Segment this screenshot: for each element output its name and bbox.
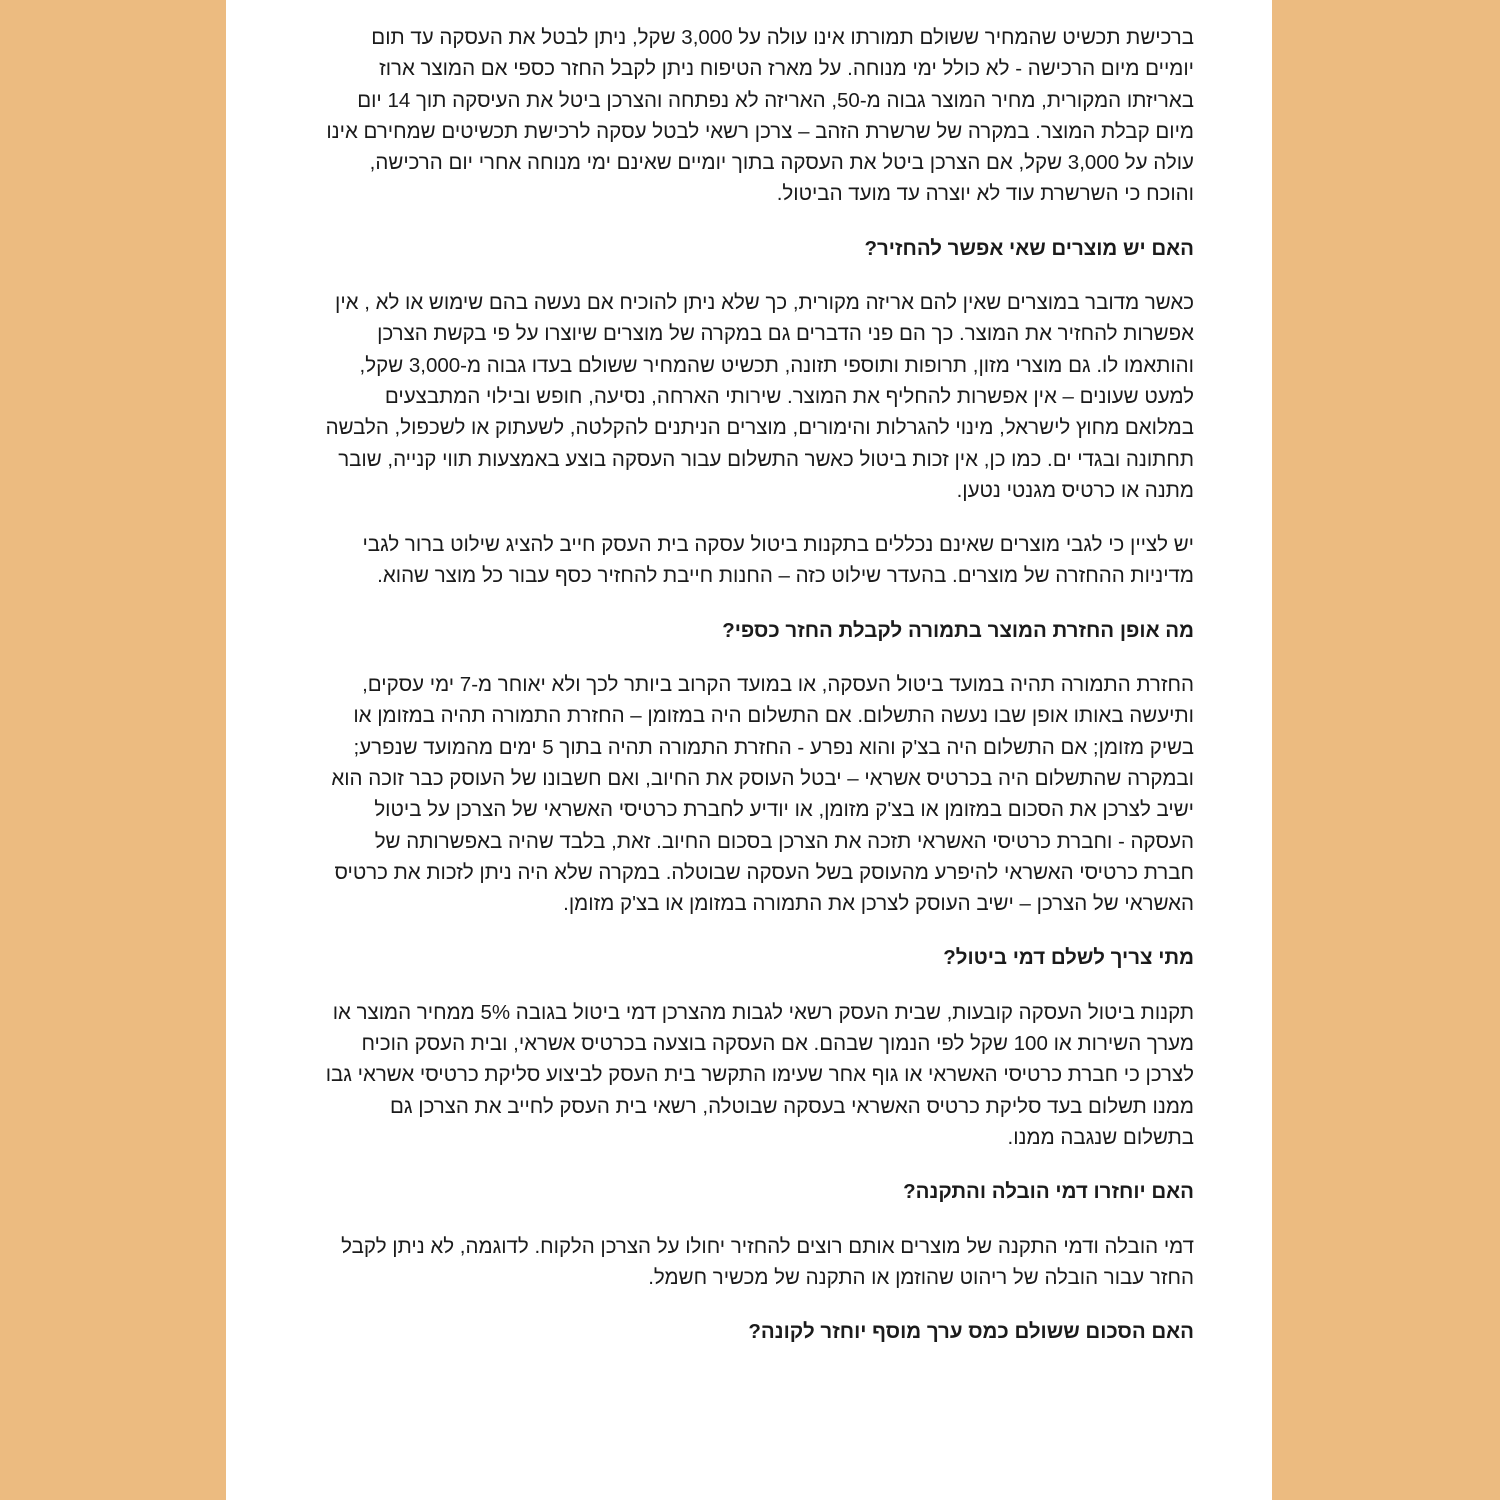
document-content — [322, 22, 1194, 1370]
heading-delivery-installation: האם יוחזרו דמי הובלה והתקנה? — [903, 1180, 1194, 1204]
paragraph-return-policy-signage: יש לציין כי לגבי מוצרים שאינם נכללים בתקנות ביטול עסקה בית העסק חייב להציג שילוט ברור לגבי מדיניות ההחזרה של מוצרים. בהעדר שילוט כזה – החנות חייבת להחזיר כסף עבור כל מוצר שהוא. — [362, 533, 1194, 588]
paragraph-cancellation-jewelry: ברכישת תכשיט שהמחיר ששולם תמורתו אינו עולה על 3,000 שקל, ניתן לבטל את העסקה עד תום יומיים מיום הרכישה - לא כולל ימי מנוחה. על מארז הטיפוח ניתן לקבל החזר כספי אם המוצר ארוז באריזתו המקורית, מחיר המוצר גבוה מ-50, האריזה לא נפתחה והצרכן ביטל את העיסקה תוך 14 יום מיום קבלת המוצר. במקרה של שרשרת הזהב – צרכן רשאי לבטל עסקה לרכישת תכשיטים שמחירם אינו עולה על 3,000 שקל, אם הצרכן ביטל את העסקה בתוך יומיים שאינם ימי מנוחה אחרי יום הרכישה, והוכח כי השרשרת עוד לא יוצרה עד מועד הביטול. — [326, 26, 1194, 206]
paragraph-cancellation-fee: תקנות ביטול העסקה קובעות, שבית העסק רשאי לגבות מהצרכן דמי ביטול בגובה 5% ממחיר המוצר או מערך השירות או 100 שקל לפי הנמוך שבהם. אם העסקה בוצעה בכרטיס אשראי, ובית העסק הוכיח לצרכן כי חברת כרטיסי האשראי או גוף אחר שעימו התקשר בית העסק לביצוע סליקת כרטיסי אשראי גבו ממנו תשלום בעד סליקת כרטיס האשראי בעסקה שבוטלה, רשאי בית העסק לחייב את הצרכן גם בתשלום שנגבה ממנו. — [325, 1000, 1194, 1149]
paragraph-non-returnable-list: כאשר מדובר במוצרים שאין להם אריזה מקורית, כך שלא ניתן להוכיח אם נעשה בהם שימוש או לא , אין אפשרות להחזיר את המוצר. כך הם פני הדברים גם במקרה של מוצרים שיוצרו על פי בקשת הצרכן והותאמו לו. גם מוצרי מזון, תרופות ותוספי תזונה, תכשיט שהמחיר ששולם בעדו גבוה מ-3,000 שקל, למעט שעונים – אין אפשרות להחליף את המוצר. שירותי הארחה, נסיעה, חופש ובילוי המתבצעים במלואם מחוץ לישראל, מינוי להגרלות והימורים, מוצרים הניתנים להקלטה, לשעתוק או לשכפול, הלבשה תחתונה ובגדי ים. כמו כן, אין זכות ביטול כאשר התשלום עבור העסקה בוצע באמצעות תווי קנייה, שובר מתנה או כרטיס מגנטי נטען. — [325, 291, 1194, 502]
heading-vat-refund: האם הסכום ששולם כמס ערך מוסף יוחזר לקונה? — [748, 1320, 1194, 1344]
document-page — [226, 0, 1272, 1500]
paragraph-refund-method: החזרת התמורה תהיה במועד ביטול העסקה, או במועד הקרוב ביותר לכך ולא יאוחר מ-7 ימי עסקים, ותיעשה באותו אופן שבו נעשה התשלום. אם התשלום היה במזומן – החזרת התמורה תהיה במזומן או בשיק מזומן; אם התשלום היה בצ'ק והוא נפרע - החזרת התמורה תהיה בתוך 5 ימים מהמועד שנפרע; ובמקרה שהתשלום היה בכרטיס אשראי – יבטל העוסק את החיוב, ואם חשבונו של העוסק כבר זוכה הוא ישיב לצרכן את הסכום במזומן או בצ'ק מזומן, או יודיע לחברת כרטיסי האשראי של הצרכן על ביטול העסקה - וחברת כרטיסי האשראי תזכה את הצרכן בסכום החיוב. זאת, בלבד שהיה באפשרותה של חברת כרטיסי האשראי להיפרע מהעוסק בשל העסקה שבוטלה. במקרה שלא היה ניתן לזכות את כרטיס האשראי של הצרכן – ישיב העוסק לצרכן את התמורה במזומן או בצ'ק מזומן. — [331, 673, 1194, 916]
heading-refund-method: מה אופן החזרת המוצר בתמורה לקבלת החזר כספי? — [722, 618, 1194, 642]
heading-non-returnable-products: האם יש מוצרים שאי אפשר להחזיר? — [864, 236, 1194, 260]
paragraph-delivery-installation: דמי הובלה ודמי התקנה של מוצרים אותם רוצים להחזיר יחולו על הצרכן הלקוח. לדוגמה, לא ניתן לקבל החזר עבור הובלה של ריהוט שהוזמן או התקנה של מכשיר חשמל. — [341, 1234, 1194, 1289]
heading-cancellation-fee: מתי צריך לשלם דמי ביטול? — [943, 946, 1194, 970]
